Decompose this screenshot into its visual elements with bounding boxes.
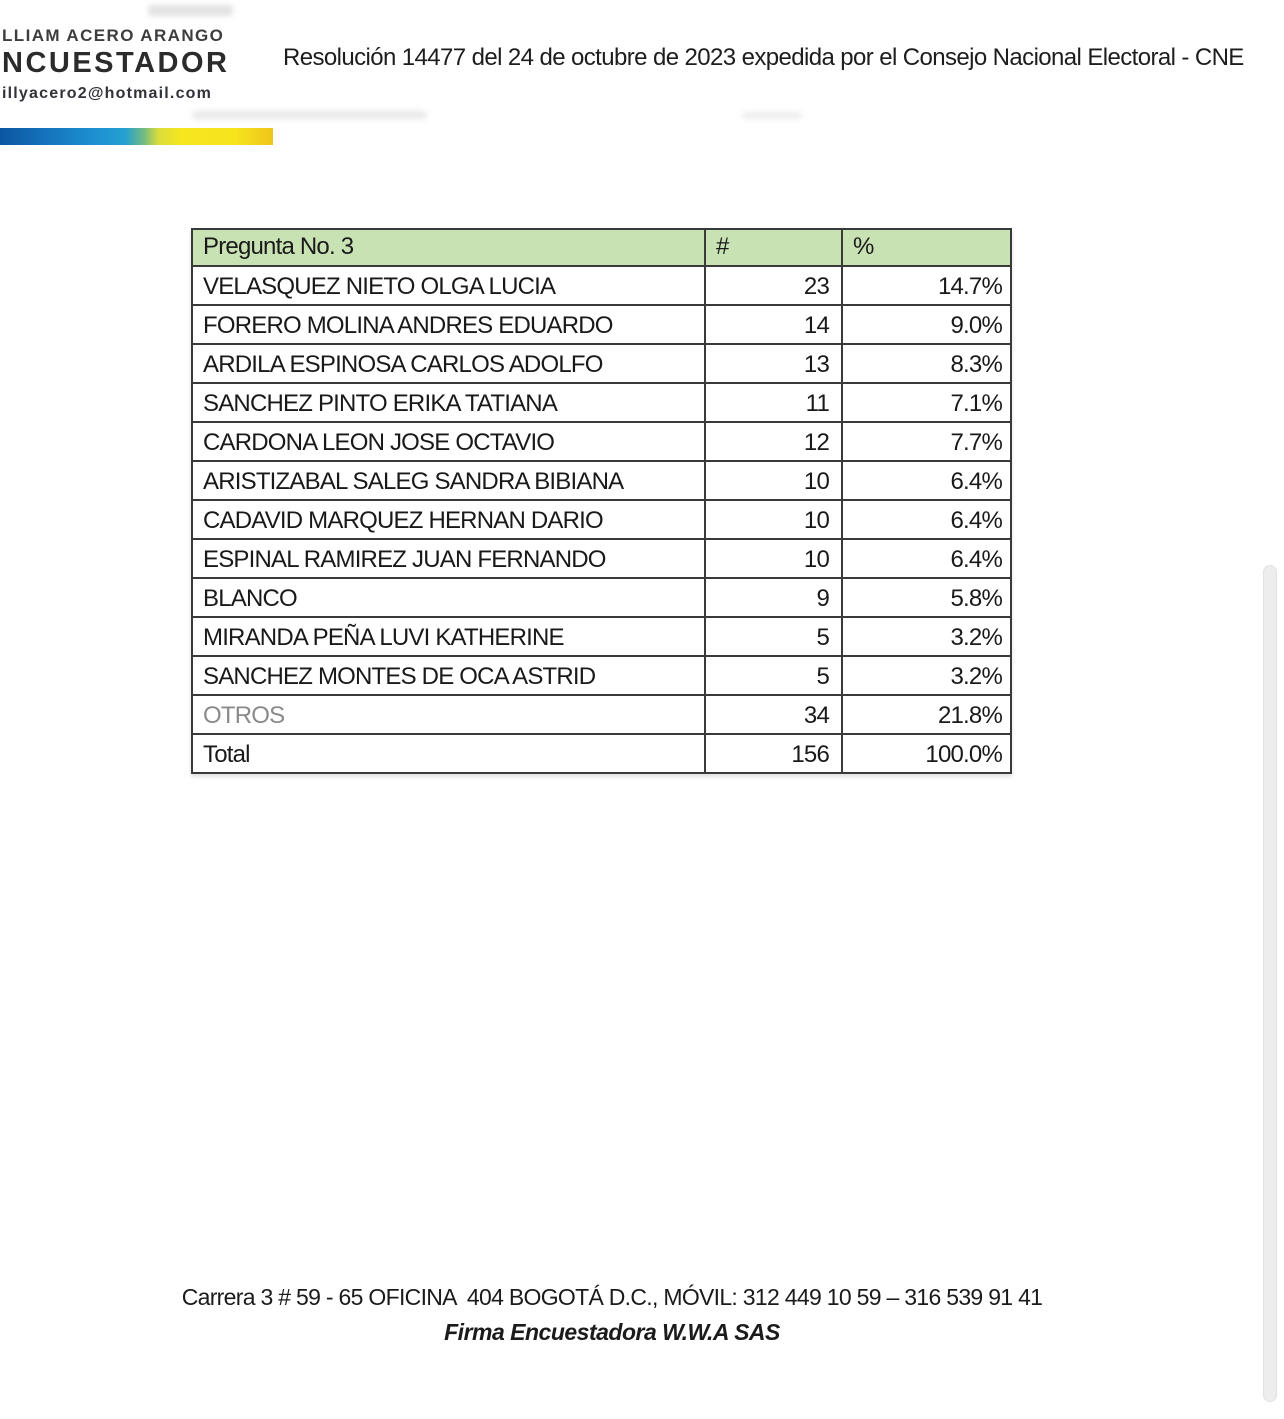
table-row bbox=[192, 617, 1011, 656]
footer-firm-name: Firma Encuestadora W.W.A SAS bbox=[444, 1319, 780, 1345]
table-row bbox=[192, 656, 1011, 695]
letterhead-email: illyacero2@hotmail.com bbox=[2, 85, 213, 102]
count-cell: 10 bbox=[705, 539, 842, 578]
question-header-cell: Pregunta No. 3 bbox=[192, 229, 705, 266]
count-cell: 5 bbox=[705, 656, 842, 695]
percent-cell: 21.8% bbox=[842, 695, 1011, 734]
percent-cell: 9.0% bbox=[842, 305, 1011, 344]
percent-header-cell: % bbox=[842, 229, 1011, 266]
percent-cell: 6.4% bbox=[842, 539, 1011, 578]
resolution-title: Resolución 14477 del 24 de octubre de 2023 expedida por el Consejo Nacional Electoral - CNE bbox=[283, 44, 1244, 71]
table-row bbox=[192, 266, 1011, 305]
scan-smudge bbox=[148, 5, 233, 16]
count-cell: 9 bbox=[705, 578, 842, 617]
table-row bbox=[192, 500, 1011, 539]
letterhead bbox=[2, 26, 229, 103]
table-row-otros bbox=[192, 695, 1011, 734]
scan-smudge bbox=[742, 112, 802, 119]
percent-cell: 7.1% bbox=[842, 383, 1011, 422]
count-cell: 34 bbox=[705, 695, 842, 734]
table-row-total bbox=[192, 734, 1011, 773]
percent-cell: 8.3% bbox=[842, 344, 1011, 383]
survey-results-table bbox=[191, 228, 1012, 774]
table-row bbox=[192, 344, 1011, 383]
table-row bbox=[192, 539, 1011, 578]
candidate-name-cell: FORERO MOLINA ANDRES EDUARDO bbox=[192, 305, 705, 344]
count-cell: 10 bbox=[705, 500, 842, 539]
letterhead-role: NCUESTADOR bbox=[2, 47, 230, 79]
candidate-name-cell: VELASQUEZ NIETO OLGA LUCIA bbox=[192, 266, 705, 305]
candidate-name-cell: ARDILA ESPINOSA CARLOS ADOLFO bbox=[192, 344, 705, 383]
percent-cell: 3.2% bbox=[842, 656, 1011, 695]
table-row bbox=[192, 422, 1011, 461]
candidate-name-cell: OTROS bbox=[192, 695, 705, 734]
percent-cell: 5.8% bbox=[842, 578, 1011, 617]
candidate-name-cell: ARISTIZABAL SALEG SANDRA BIBIANA bbox=[192, 461, 705, 500]
count-cell: 11 bbox=[705, 383, 842, 422]
scan-smudge bbox=[192, 111, 427, 119]
brand-gradient-bar bbox=[0, 128, 273, 145]
candidate-name-cell: MIRANDA PEÑA LUVI KATHERINE bbox=[192, 617, 705, 656]
table-row bbox=[192, 578, 1011, 617]
candidate-name-cell: SANCHEZ MONTES DE OCA ASTRID bbox=[192, 656, 705, 695]
table-row bbox=[192, 461, 1011, 500]
table-header-row bbox=[192, 229, 1011, 266]
count-cell: 10 bbox=[705, 461, 842, 500]
percent-cell: 3.2% bbox=[842, 617, 1011, 656]
scrollbar-thumb[interactable] bbox=[1263, 565, 1277, 1402]
total-count-cell: 156 bbox=[705, 734, 842, 773]
candidate-name-cell: ESPINAL RAMIREZ JUAN FERNANDO bbox=[192, 539, 705, 578]
percent-cell: 6.4% bbox=[842, 500, 1011, 539]
letterhead-name: LLIAM ACERO ARANGO bbox=[2, 26, 225, 45]
count-cell: 5 bbox=[705, 617, 842, 656]
total-percent-cell: 100.0% bbox=[842, 734, 1011, 773]
count-cell: 13 bbox=[705, 344, 842, 383]
percent-cell: 7.7% bbox=[842, 422, 1011, 461]
total-label-cell: Total bbox=[192, 734, 705, 773]
candidate-name-cell: SANCHEZ PINTO ERIKA TATIANA bbox=[192, 383, 705, 422]
table-row bbox=[192, 305, 1011, 344]
count-header-cell: # bbox=[705, 229, 842, 266]
table-row bbox=[192, 383, 1011, 422]
count-cell: 14 bbox=[705, 305, 842, 344]
candidate-name-cell: BLANCO bbox=[192, 578, 705, 617]
count-cell: 12 bbox=[705, 422, 842, 461]
percent-cell: 14.7% bbox=[842, 266, 1011, 305]
percent-cell: 6.4% bbox=[842, 461, 1011, 500]
count-cell: 23 bbox=[705, 266, 842, 305]
candidate-name-cell: CADAVID MARQUEZ HERNAN DARIO bbox=[192, 500, 705, 539]
footer-address: Carrera 3 # 59 - 65 OFICINA 404 BOGOTÁ D.C., MÓVIL: 312 449 10 59 – 316 539 91 41 bbox=[181, 1284, 1043, 1310]
candidate-name-cell: CARDONA LEON JOSE OCTAVIO bbox=[192, 422, 705, 461]
